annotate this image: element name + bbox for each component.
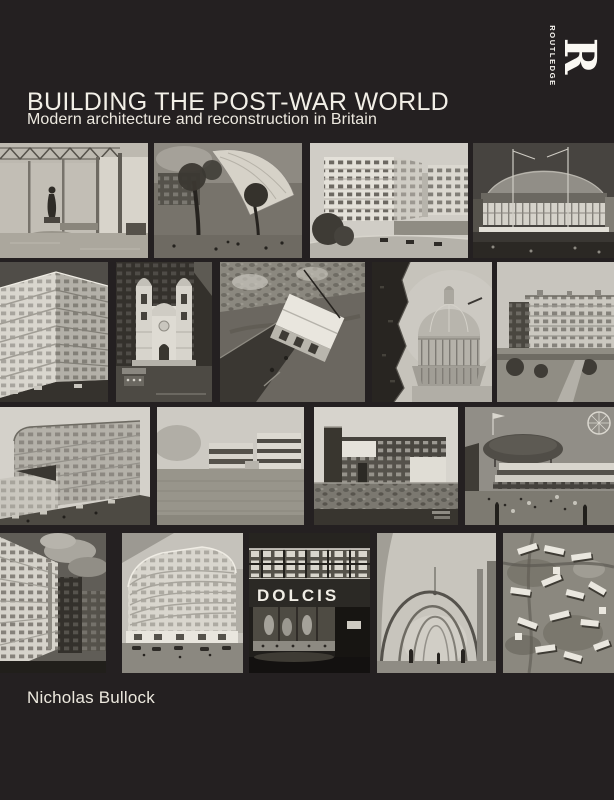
photo-school-across-field (157, 407, 304, 525)
photo-illustration (314, 407, 458, 525)
photo-cathedral-dome (372, 262, 492, 402)
author-name: Nicholas Bullock (27, 688, 155, 707)
photo-illustration (154, 143, 302, 258)
photo-housing-estate-aerial (503, 533, 614, 673)
photo-illustration (0, 262, 108, 402)
photo-southbank-canopy (154, 143, 302, 258)
photo-illustration (473, 143, 614, 258)
routledge-logo (544, 20, 605, 92)
photo-illustration (116, 262, 212, 402)
photo-illustration (0, 407, 150, 525)
photo-dolcis-shopfront (249, 533, 370, 673)
photo-apartment-block (310, 143, 468, 258)
photo-illustration (157, 407, 304, 525)
photo-illustration (0, 533, 106, 673)
photo-long-slab-block (497, 262, 614, 402)
photo-illustration (310, 143, 468, 258)
photo-illustration (497, 262, 614, 402)
photo-curved-department-store (122, 533, 243, 673)
photo-festival-hall-construction (473, 143, 614, 258)
photo-illustration (503, 533, 614, 673)
photo-illustration (465, 407, 614, 525)
dolcis-sign-text: DOLCIS (257, 586, 340, 605)
photo-prefab-house (220, 262, 365, 402)
photo-house-stone-wall (314, 407, 458, 525)
photo-illustration (372, 262, 492, 402)
photo-illustration (220, 262, 365, 402)
photo-illustration (249, 533, 370, 673)
routledge-monogram: R (553, 37, 605, 75)
photo-illustration (377, 533, 496, 673)
photo-exhibition-interior (0, 143, 148, 258)
book-title: BUILDING THE POST-WAR WORLD (27, 88, 450, 116)
photo-illustration (0, 143, 148, 258)
photo-highrise-flats (0, 533, 106, 673)
photo-church-and-slab (116, 262, 212, 402)
photo-office-corner-block (0, 262, 108, 402)
book-subtitle: Modern architecture and reconstruction in Britain (27, 111, 377, 128)
photo-curved-curtain-wall (0, 407, 150, 525)
photo-festival-dome-site (465, 407, 614, 525)
photo-illustration (122, 533, 243, 673)
routledge-wordmark: ROUTLEDGE (548, 25, 558, 87)
photo-vaulted-hall (377, 533, 496, 673)
